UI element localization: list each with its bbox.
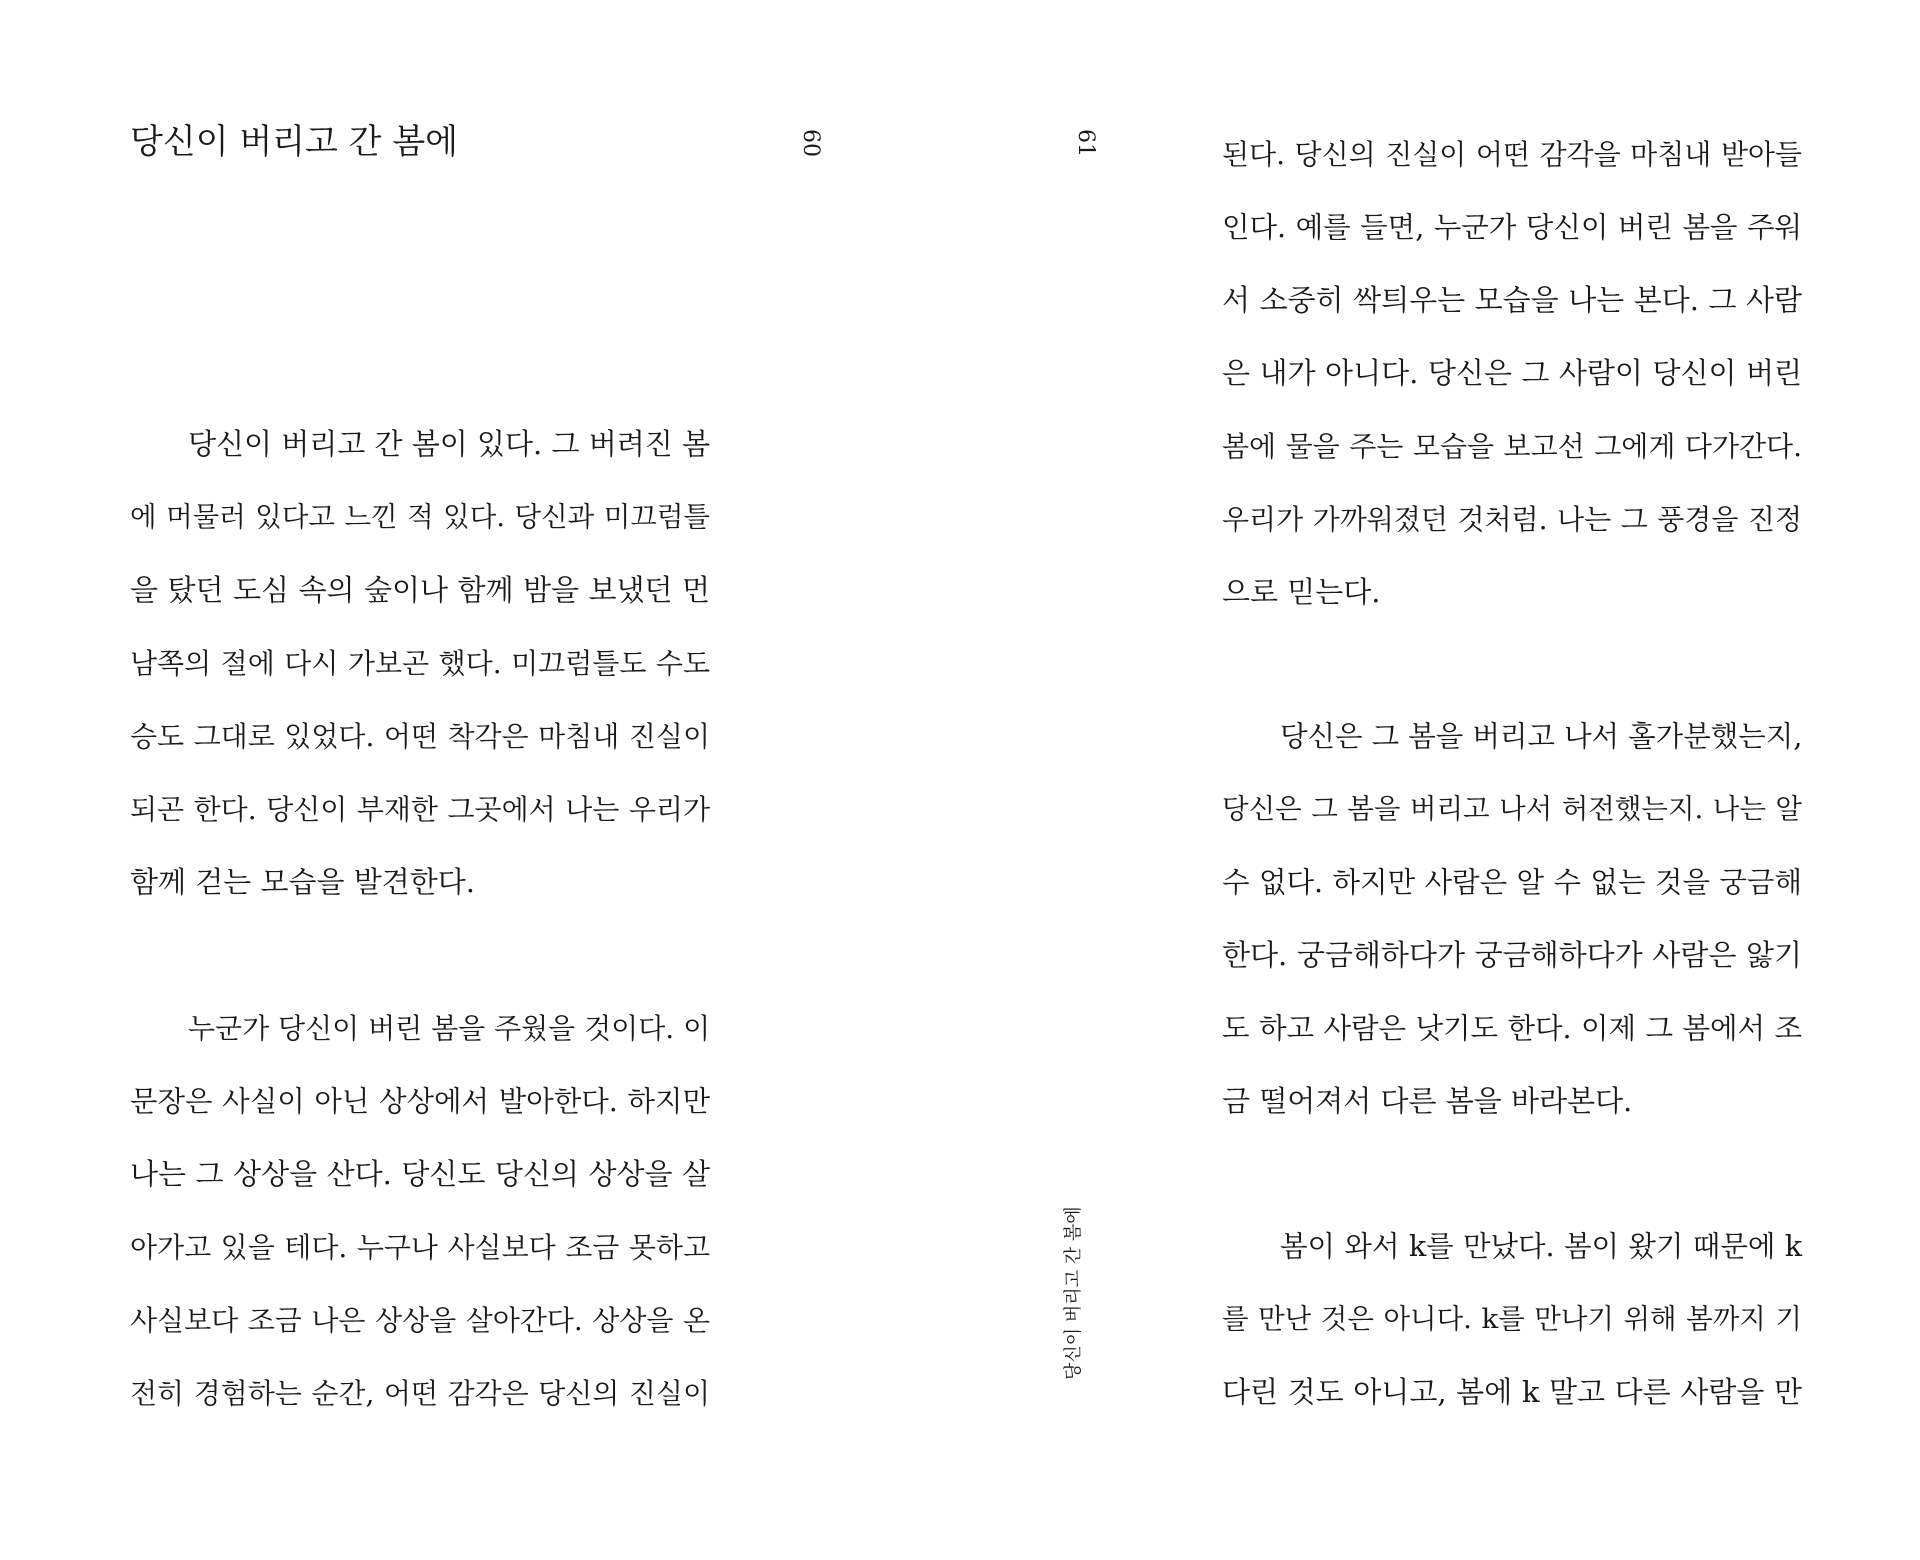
text-line: 한다. 궁금해하다가 궁금해하다가 사람은 앓기 [1222,938,1802,972]
text-line: 되곤 한다. 당신이 부재한 그곳에서 나는 우리가 [130,793,710,826]
page-number-left: 60 [798,129,823,157]
text-line: 에 머물러 있다고 느낀 적 있다. 당신과 미끄럼틀 [130,501,710,533]
paragraph-1 [130,408,710,919]
text-line: 인다. 예를 들면, 누군가 당신이 버린 봄을 주워 [1222,211,1802,244]
text-line: 를 만난 것은 아니다. k를 만나기 위해 봄까지 기 [1222,1303,1802,1335]
text-line: 승도 그대로 있었다. 어떤 착각은 마침내 진실이 [130,720,710,753]
text-line: 을 탔던 도심 속의 숲이나 함께 밤을 보냈던 먼 [130,573,710,607]
text-line: 봄이 와서 k를 만났다. 봄이 왔기 때문에 k [1280,1230,1802,1263]
right-page [960,0,1920,1560]
text-line: 우리가 가까워졌던 것처럼. 나는 그 풍경을 진정 [1222,503,1802,536]
text-line: 금 떨어져서 다른 봄을 바라본다. [1222,1084,1633,1118]
text-line: 나는 그 상상을 산다. 당신도 당신의 상상을 살 [130,1157,710,1191]
text-line: 으로 믿는다. [1222,575,1381,609]
paragraph-4 [1222,700,1802,1138]
text-line: 당신이 버리고 간 봄이 있다. 그 버려진 봄 [188,427,710,461]
text-line: 남쪽의 절에 다시 가보곤 했다. 미끄럼틀도 수도 [130,647,710,680]
text-line: 당신은 그 봄을 버리고 나서 허전했는지. 나는 알 [1222,793,1802,825]
text-line: 함께 걷는 모습을 발견한다. [130,865,476,899]
text-line: 문장은 사실이 아닌 상상에서 발아한다. 하지만 [130,1085,710,1118]
paragraph-5 [1222,1210,1802,1429]
text-line: 당신은 그 봄을 버리고 나서 홀가분했는지, [1280,720,1803,753]
running-title: 당신이 버리고 간 봄에 [130,122,459,162]
text-line: 된다. 당신의 진실이 어떤 감각을 마침내 받아들 [1222,138,1802,171]
paragraph-2 [130,992,710,1430]
text-line: 전히 경험하는 순간, 어떤 감각은 당신의 진실이 [130,1377,710,1410]
paragraph-3 [1222,118,1802,629]
text-line: 서 소중히 싹틔우는 모습을 나는 본다. 그 사람 [1222,283,1802,317]
text-line: 누군가 당신이 버린 봄을 주웠을 것이다. 이 [188,1012,711,1045]
page-number-right: 61 [1073,129,1098,157]
text-line: 사실보다 조금 나은 상상을 살아간다. 상상을 온 [130,1304,710,1337]
text-line: 다린 것도 아니고, 봄에 k 말고 다른 사람을 만 [1222,1375,1802,1409]
text-line: 아가고 있을 테다. 누구나 사실보다 조금 못하고 [130,1231,710,1264]
text-line: 도 하고 사람은 낫기도 한다. 이제 그 봄에서 조 [1222,1012,1802,1045]
text-line: 은 내가 아니다. 당신은 그 사람이 당신이 버린 [1222,356,1802,390]
vertical-running-title: 당신이 버리고 간 봄에 [1063,1206,1084,1380]
text-line: 수 없다. 하지만 사람은 알 수 없는 것을 궁금해 [1222,866,1802,899]
text-line: 봄에 물을 주는 모습을 보고선 그에게 다가간다. [1222,430,1802,463]
